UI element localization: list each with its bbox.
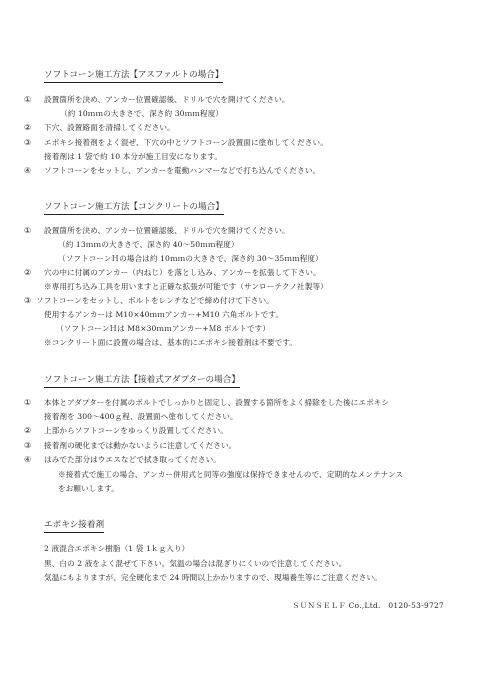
- step-number: ③: [24, 296, 32, 305]
- epoxy-text: 気温にもよりますが、完全硬化まで 24 時間以上かかりますので、現場養生等にご注意ください。: [44, 573, 382, 582]
- step-text: 上部からソフトコーンをゆっくり設置してください。: [44, 426, 228, 435]
- step-text: （約 13ｍｍの大きさで、深さ約 40～50ｍｍ程度）: [58, 240, 239, 249]
- epoxy-heading: エポキシ接着剤: [44, 519, 104, 533]
- step-text: 接着剤の硬化までは動かないように注意してください。: [44, 441, 237, 450]
- adapter-heading: ソフトコーン施工方法【接着式アダプターの場合】: [44, 374, 240, 388]
- step-text: 下穴、設置路面を清掃してください。: [44, 123, 175, 132]
- step-text: エポキシ接着剤をよく混ぜ、下穴の中とソフトコーン設置面に塗布してください。: [44, 138, 328, 147]
- step-text: 接着剤を 300～400ｇ程、設置面へ塗布してください。: [44, 412, 238, 421]
- step-number: ①: [24, 95, 32, 104]
- step-text: ※接着式で施工の場合、アンカー併用式と同等の強度は保持できませんので、定期的なメンテナンス: [58, 470, 404, 479]
- step-text: 使用するアンカーは M10×40ｍｍアンカー+M10 六角ボルトです。: [44, 310, 284, 319]
- step-number: ④: [24, 166, 32, 175]
- epoxy-text: 黒、白の 2 液をよく混ぜて下さい。気温の場合は混ぎりにくいので注意してください。: [44, 559, 347, 568]
- step-text: ソフトコーンをセットし、ボルトをレンチなどで締め付けて下さい。: [36, 296, 274, 305]
- step-number: ④: [24, 455, 32, 464]
- step-text: をお願いします。: [58, 484, 119, 493]
- step-text: 本体とアダプターを付属のボルトでしっかりと固定し、設置する箇所をよく掃除をした後にエポキシ: [44, 398, 390, 407]
- step-text: （約 10ｍｍの大きさで、深さ約 30ｍｍ程度）: [60, 109, 224, 118]
- asphalt-heading: ソフトコーン施工方法【アスファルトの場合】: [44, 69, 223, 83]
- step-text: （ソフトコーンＨの場合は約 10ｍｍの大きさで、深さ約 30～35ｍｍ程度）: [58, 254, 323, 263]
- epoxy-text: 2 液混合エポキシ樹脂（1 袋 1ｋｇ入り）: [44, 544, 190, 553]
- step-text: ソフトコーンをセットし、アンカーを電動ハンマーなどで打ち込んでください。: [44, 166, 321, 175]
- step-number: ③: [24, 138, 32, 147]
- step-text: （ソフトコーンＨは M8×30ｍｍアンカー+Ｍ8 ボルトです）: [56, 324, 271, 333]
- step-number: ②: [24, 268, 32, 277]
- company-contact: ＳＵＮＳＥＬＦ Co.,Ltd. 0120-53-9727: [292, 601, 444, 610]
- step-number: ①: [24, 398, 32, 407]
- step-text: 穴の中に付属のアンカー（内ねじ）を落とし込み、アンカーを拡張して下さい。: [44, 268, 321, 277]
- step-number: ①: [24, 226, 32, 235]
- step-number: ②: [24, 426, 32, 435]
- step-number: ③: [24, 441, 32, 450]
- step-text: 設置箇所を決め、アンカー位置確認後、ドリルで穴を開けてください。: [44, 95, 290, 104]
- step-number: ②: [24, 123, 32, 132]
- step-text: 設置箇所を決め、アンカー位置確認後、ドリルで穴を開けてください。: [44, 226, 290, 235]
- step-text: ※専用打ち込み工具を用いますと正確な拡張が可能です（サンローテクノ社製等）: [44, 282, 328, 291]
- step-text: 接着剤は 1 袋で約 10 本分が施工目安になります。: [44, 152, 223, 161]
- concrete-heading: ソフトコーン施工方法【コンクリートの場合】: [44, 201, 224, 215]
- step-text: はみでた部分はウエスなどで拭き取ってください。: [44, 455, 221, 464]
- step-text: ※コンクリート面に設置の場合は、基本的にエポキシ接着剤は不要です。: [44, 338, 298, 347]
